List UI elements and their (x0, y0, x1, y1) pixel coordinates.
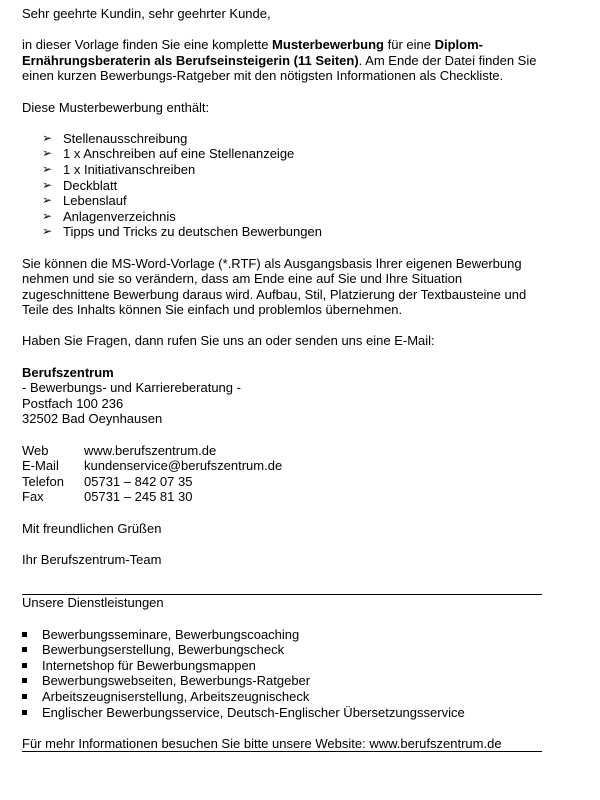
footer-text: Für mehr Informationen besuchen Sie bitte unsere Website: www.berufszentrum.de (22, 735, 502, 751)
arrow-bullet-icon: ➢ (42, 130, 53, 145)
intro-bold-musterbewerbung: Musterbewerbung (272, 37, 385, 53)
contact-row-phone (22, 474, 542, 490)
arrow-bullet-icon: ➢ (42, 193, 53, 208)
arrow-bullet-icon: ➢ (42, 146, 53, 161)
contact-label: Telefon (22, 473, 64, 489)
list-item (22, 689, 542, 705)
closing: Mit freundlichen Grüßen (22, 520, 162, 536)
square-bullet-icon (22, 694, 27, 699)
list-item-label: 1 x Anschreiben auf eine Stellenanzeige (63, 146, 295, 162)
list-item-label: Lebenslauf (63, 193, 127, 209)
list-item-label: 1 x Initiativanschreiben (63, 161, 196, 177)
questions-text: Haben Sie Fragen, dann rufen Sie uns an oder senden uns eine E-Mail: (22, 333, 435, 349)
list-item (22, 673, 542, 689)
list-item-label: Bewerbungsseminare, Bewerbungscoaching (42, 626, 300, 642)
contact-row-web (22, 443, 542, 459)
list-item-label: Anlagenverzeichnis (63, 208, 176, 224)
arrow-bullet-icon: ➢ (42, 208, 53, 223)
list-item-label: Bewerbungswebseiten, Bewerbungs-Ratgeber (42, 673, 311, 689)
list-item-label: Englischer Bewerbungsservice, Deutsch-Englischer Übersetzungsservice (42, 704, 465, 720)
signature: Ihr Berufszentrum-Team (22, 551, 162, 567)
square-bullet-icon (22, 663, 27, 668)
list-item-label: Bewerbungserstellung, Bewerbungscheck (42, 642, 285, 658)
list-item-label: Deckblatt (63, 177, 118, 193)
list-item (42, 209, 542, 225)
intro-text-2: für eine (384, 37, 435, 53)
contact-label: Fax (22, 489, 44, 505)
list-item (22, 658, 542, 674)
contents-heading: Diese Musterbewerbung enthält: (22, 99, 210, 115)
list-item (42, 146, 542, 162)
square-bullet-icon (22, 632, 27, 637)
list-item (22, 642, 542, 658)
web-link[interactable]: www.berufszentrum.de (84, 442, 217, 458)
intro-text-1: in dieser Vorlage finden Sie eine komplette (22, 37, 273, 53)
list-item (42, 131, 542, 147)
list-item-label: Internetshop für Bewerbungsmappen (42, 657, 256, 673)
arrow-bullet-icon: ➢ (42, 224, 53, 239)
list-item-label: Tipps und Tricks zu deutschen Bewerbungen (63, 224, 322, 240)
fax-number: 05731 – 245 81 30 (84, 489, 193, 505)
list-item (22, 705, 542, 721)
phone-number: 05731 – 842 07 35 (84, 473, 193, 489)
list-item (42, 162, 542, 178)
greeting: Sehr geehrte Kundin, sehr geehrter Kunde, (22, 6, 271, 21)
intro-paragraph (22, 37, 542, 84)
usage-paragraph: Sie können die MS-Word-Vorlage (*.RTF) als Ausgangsbasis Ihrer eigenen Bewerbung nehmen und sie so verändern, dass am Ende eine auf Sie und Ihre Situation zugeschnittene Bewerbung daraus wird. Aufbau, Stil, Platzierung der Textbausteine und Teile des Inhalts können Sie einfach und problemlos übernehmen. (22, 255, 527, 318)
company-name: Berufszentrum (22, 364, 114, 380)
email-link[interactable]: kundenservice@berufszentrum.de (84, 458, 283, 474)
square-bullet-icon (22, 678, 27, 683)
company-city: 32502 Bad Oeynhausen (22, 411, 163, 427)
footer-divider (22, 751, 542, 752)
contact-label: E-Mail (22, 458, 59, 474)
services-list (22, 627, 542, 721)
square-bullet-icon (22, 710, 27, 715)
company-subtitle: - Bewerbungs- und Karriereberatung - (22, 380, 241, 396)
contact-row-fax (22, 489, 542, 505)
list-item (42, 193, 542, 209)
document-page (22, 6, 542, 752)
list-item (42, 224, 542, 240)
company-address (22, 365, 542, 427)
list-item (22, 627, 542, 643)
contact-row-email (22, 458, 542, 474)
list-item (42, 178, 542, 194)
arrow-bullet-icon: ➢ (42, 177, 53, 192)
contact-label: Web (22, 442, 49, 458)
contents-list (22, 131, 542, 240)
services-heading: Unsere Dienstleistungen (22, 595, 164, 611)
list-item-label: Arbeitszeugniserstellung, Arbeitszeugnischeck (42, 688, 310, 704)
contact-block (22, 443, 542, 505)
intro-bold-position: Diplom-Ernährungsberaterin als Berufseinsteigerin (11 Seiten) (22, 37, 483, 68)
company-street: Postfach 100 236 (22, 395, 124, 411)
list-item-label: Stellenausschreibung (63, 130, 188, 146)
square-bullet-icon (22, 647, 27, 652)
arrow-bullet-icon: ➢ (42, 161, 53, 176)
intro-text-3: . Am Ende der Datei finden Sie einen kurzen Bewerbungs-Ratgeber mit den nötigsten Informationen als Checkliste. (22, 52, 537, 84)
